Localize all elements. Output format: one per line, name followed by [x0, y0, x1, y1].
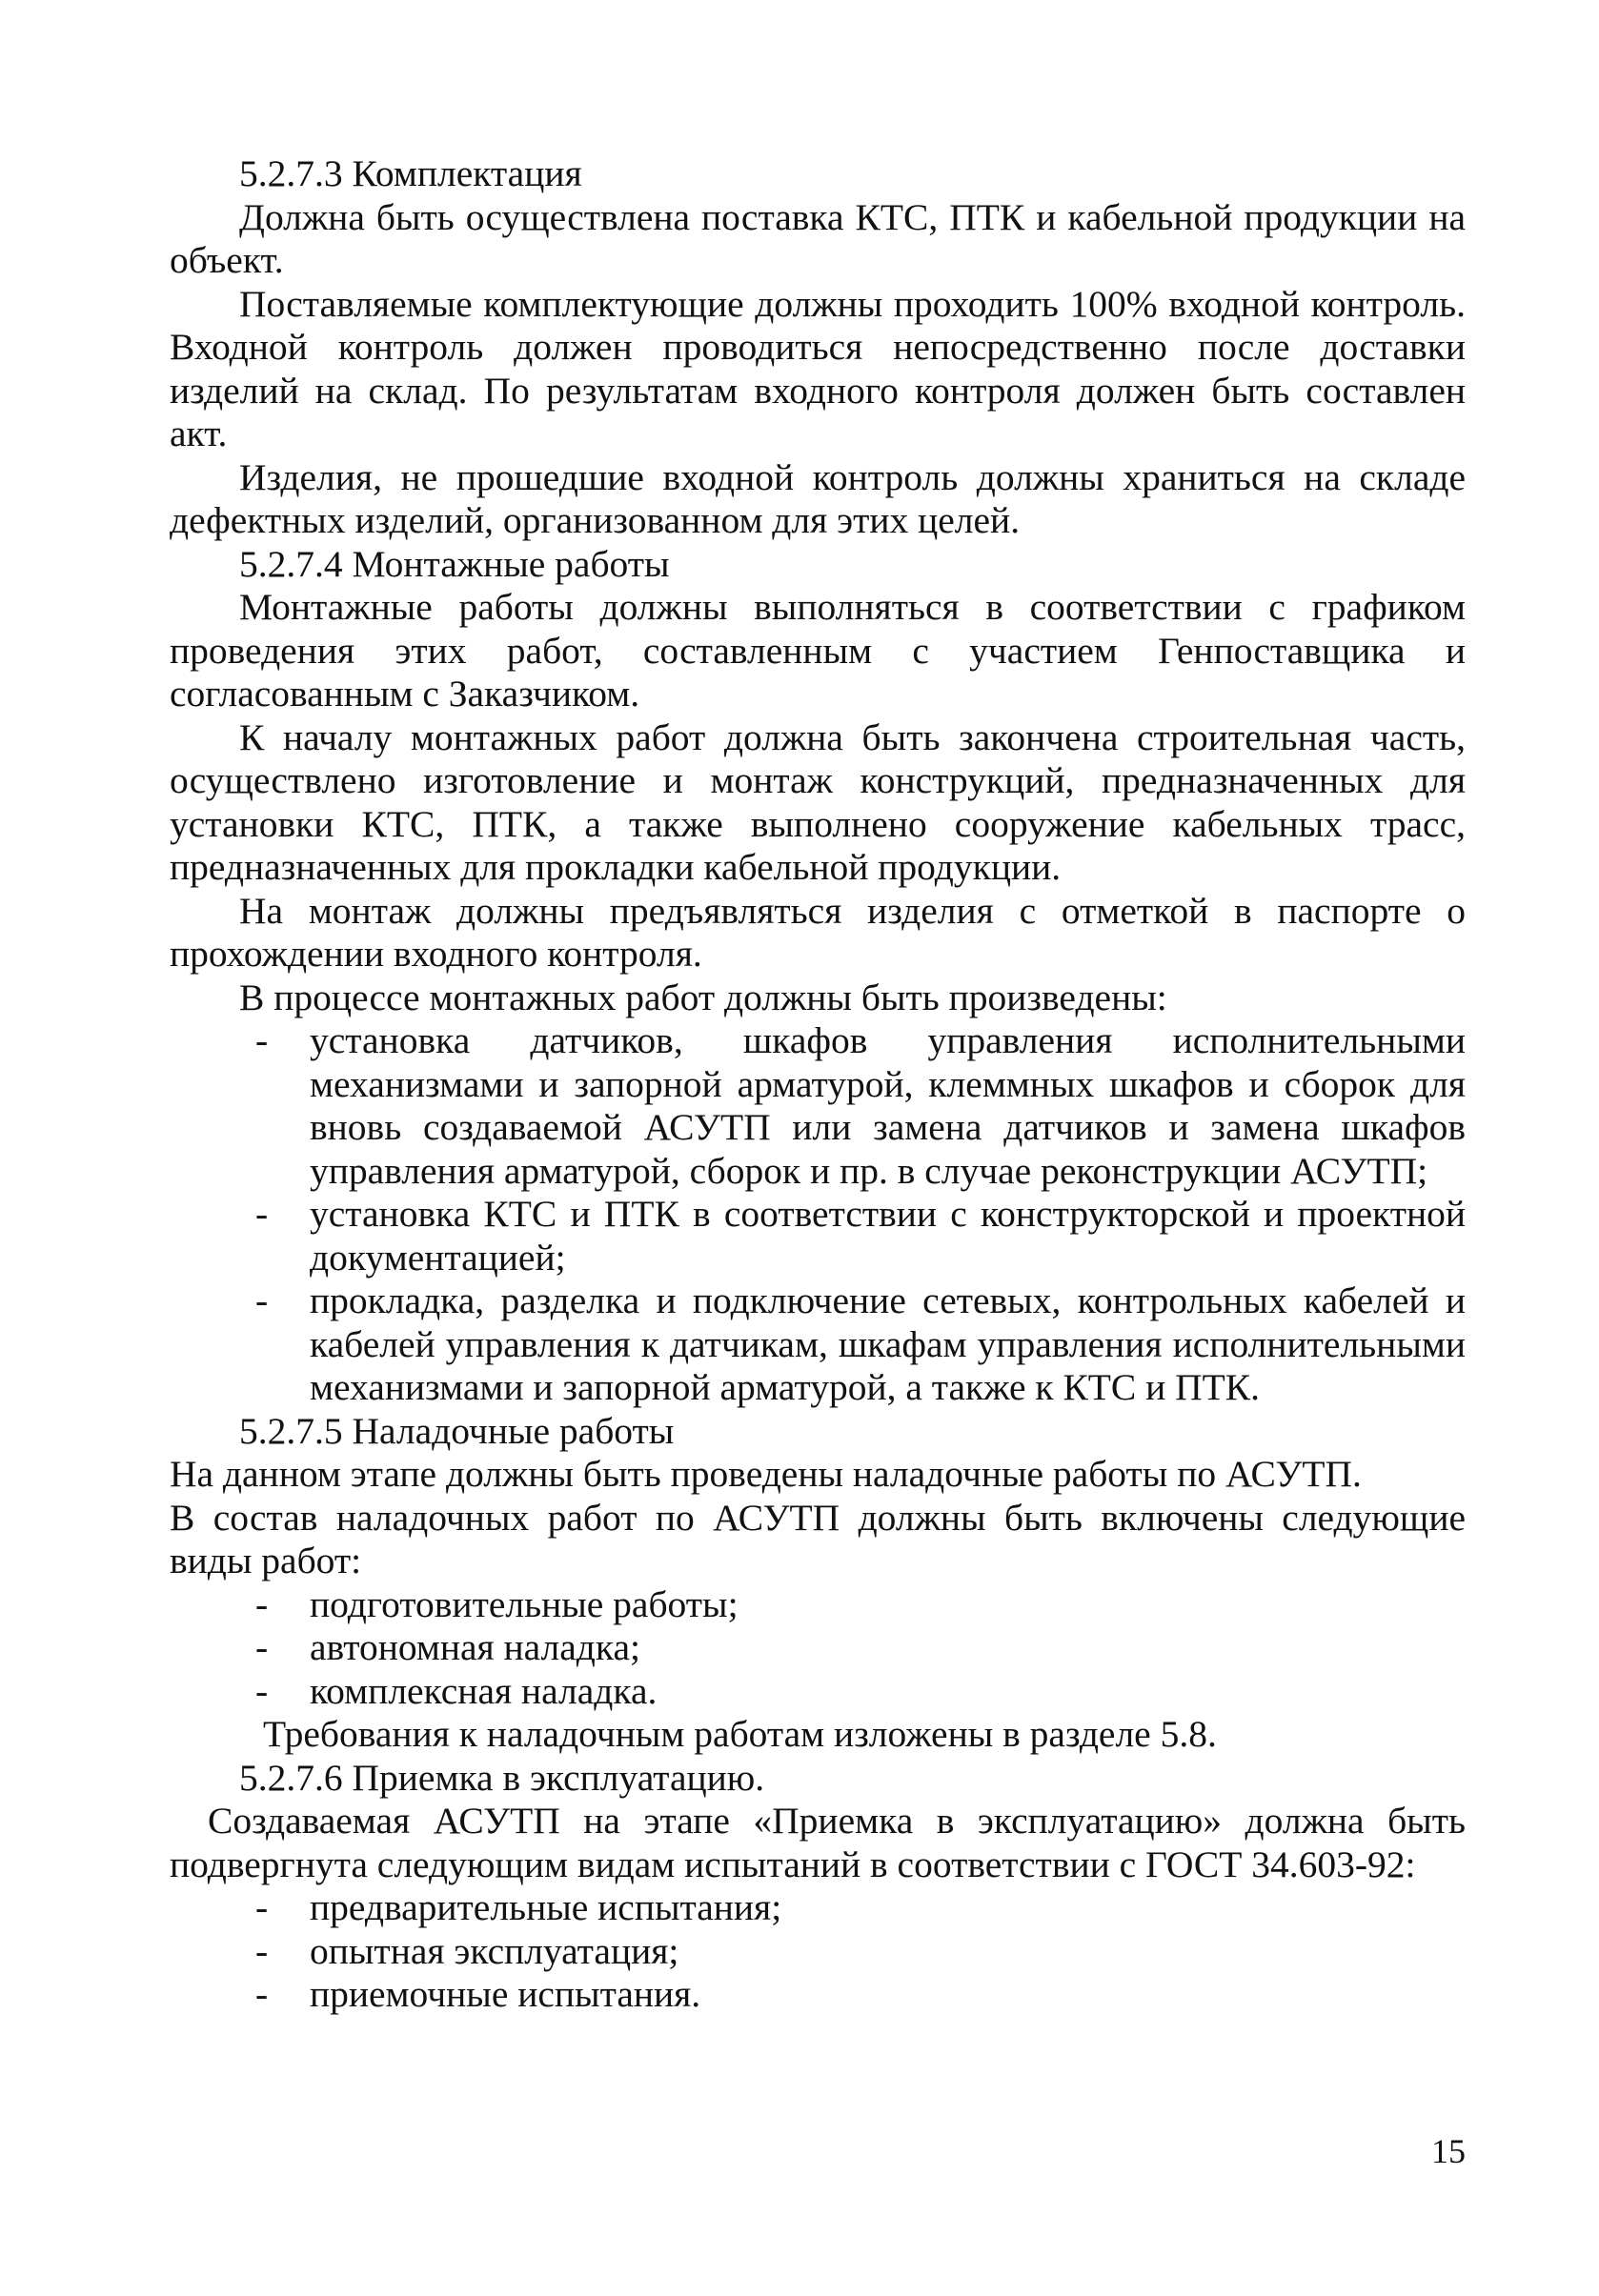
list-item: - прокладка, разделка и подключение сетевых, контрольных кабелей и кабелей управления к датчикам, шкафам управления исполнительными механизмами и запорной арматурой, а также к КТС и ПТК. [170, 1279, 1466, 1410]
list-item: - предварительные испытания; [170, 1886, 1466, 1930]
page-number: 15 [1431, 2132, 1466, 2170]
paragraph: Поставляемые комплектующие должны проходить 100% входной контроль. Входной контроль должен проводиться непосредственно после доставки изделий на склад. По результатам входного контроля должен быть составлен акт. [170, 282, 1466, 454]
section-heading-5-2-7-5: 5.2.7.5 Наладочные работы [239, 1409, 675, 1452]
installation-list [170, 1019, 1466, 1410]
commissioning-list [170, 1583, 1466, 1714]
paragraph: Монтажные работы должны выполняться в соответствии с графиком проведения этих работ, составленным с участием Генпоставщика и согласованным с Заказчиком. [170, 586, 1466, 715]
list-item: - опытная эксплуатация; [170, 1930, 1466, 1974]
section-heading-5-2-7-6: 5.2.7.6 Приемка в эксплуатацию. [239, 1756, 765, 1799]
paragraph: В процессе монтажных работ должны быть произведены: [239, 976, 1167, 1018]
testing-list [170, 1886, 1466, 2017]
list-item: - подготовительные работы; [170, 1583, 1466, 1627]
section-heading-5-2-7-3: 5.2.7.3 Комплектация [239, 152, 582, 194]
paragraph: На монтаж должны предъявляться изделия с отметкой в паспорте о прохождении входного контроля. [170, 889, 1466, 975]
paragraph: Изделия, не прошедшие входной контроль должны храниться на складе дефектных изделий, организованном для этих целей. [170, 455, 1466, 541]
list-item: - установка КТС и ПТК в соответствии с конструкторской и проектной документацией; [170, 1193, 1466, 1279]
paragraph: На данном этапе должны быть проведены наладочные работы по АСУТП. [170, 1453, 1362, 1495]
section-heading-5-2-7-4: 5.2.7.4 Монтажные работы [239, 542, 670, 585]
list-item: - комплексная наладка. [170, 1670, 1466, 1714]
paragraph: Должна быть осуществлена поставка КТС, ПТК и кабельной продукции на объект. [170, 195, 1466, 281]
paragraph: Создаваемая АСУТП на этапе «Приемка в эксплуатацию» должна быть подвергнута следующим видам испытаний в соответствии с ГОСТ 34.603-92: [170, 1800, 1466, 1885]
document-page [170, 152, 1466, 2017]
list-item: - установка датчиков, шкафов управления исполнительными механизмами и запорной арматурой, клеммных шкафов и сборок для вновь создаваемой АСУТП или замена датчиков и замена шкафов управления арматурой, сборок и пр. в случае реконструкции АСУТП; [170, 1019, 1466, 1193]
list-item: - автономная наладка; [170, 1626, 1466, 1670]
paragraph: В состав наладочных работ по АСУТП должны быть включены следующие виды работ: [170, 1496, 1466, 1581]
paragraph: Требования к наладочным работам изложены в разделе 5.8. [263, 1713, 1217, 1755]
paragraph: К началу монтажных работ должна быть закончена строительная часть, осуществлено изготовление и монтаж конструкций, предназначенных для установки КТС, ПТК, а также выполнено сооружение кабельных трасс, предназначенных для прокладки кабельной продукции. [170, 715, 1466, 888]
list-item: - приемочные испытания. [170, 1973, 1466, 2017]
